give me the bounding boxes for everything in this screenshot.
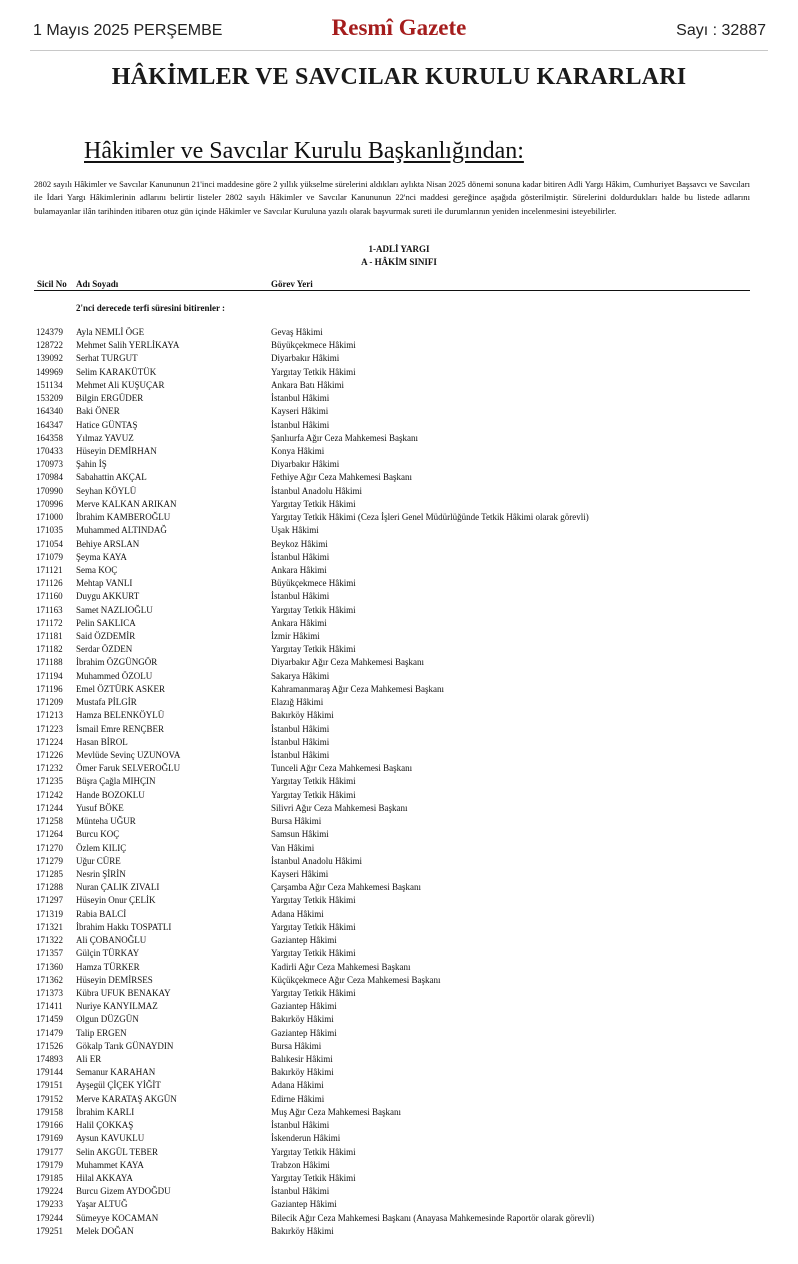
name-cell: Serdar ÖZDEN [76, 644, 133, 655]
name-cell: Hande BOZOKLU [76, 789, 145, 800]
sicil-no-cell: 179224 [36, 1186, 63, 1197]
sicil-no-cell: 124379 [36, 327, 63, 337]
sicil-no-cell: 171279 [36, 855, 63, 866]
sicil-no-cell: 170996 [36, 498, 63, 509]
sicil-no-cell: 170433 [36, 445, 63, 456]
intro-paragraph: 2802 sayılı Hâkimler ve Savcılar Kanununun 21'inci maddesine göre 2 yıllık yükselme sürelerini aldıkları aylıkta Nisan 2025 dönemi sonuna kadar bitiren Adli Yargı Hâkim, Cumhuriyet Başsavcı ve Savcıları ile İdari Yargı Hâkimlerinin adlarını belirtir listeler 2802 sayılı Hâkimler ve Savcılar Kanununun 22'nci maddesi gereğince aşağıda gösterilmiştir. Sürelerini doldurdukları halde bu listede adlarını bulamayanlar ilân tarihinden itibaren otuz gün içinde Hâkimler ve Savcılar Kuruluna yazılı olarak başvurmak sureti ile durumlarının yeniden incelenmesini isteyebilirler. [34, 179, 750, 216]
table-row [0, 420, 798, 433]
name-cell: Ayla NEMLİ ÖGE [76, 327, 145, 337]
sicil-no-cell: 171194 [36, 670, 63, 681]
table-row [0, 829, 798, 842]
name-cell: Melek DOĞAN [76, 1225, 134, 1236]
place-cell: Bakırköy Hâkimi [271, 1014, 334, 1025]
table-row [0, 750, 798, 763]
place-cell: Adana Hâkimi [271, 1080, 324, 1091]
name-cell: Duygu AKKURT [76, 591, 140, 602]
name-cell: Nesrin ŞİRİN [76, 868, 126, 879]
name-cell: Muhammed ALTINDAĞ [76, 525, 167, 536]
name-cell: İbrahim KAMBEROĞLU [76, 512, 171, 523]
table-row [0, 512, 798, 525]
name-cell: Burcu Gizem AYDOĞDU [76, 1186, 171, 1197]
name-cell: Halil ÇOKKAŞ [76, 1120, 134, 1131]
sicil-no-cell: 179177 [36, 1146, 63, 1157]
table-row [0, 605, 798, 618]
gazette-header [30, 14, 768, 51]
sicil-no-cell: 171196 [36, 683, 63, 694]
table-row [0, 353, 798, 366]
place-cell: Çarşamba Ağır Ceza Mahkemesi Başkanı [271, 882, 421, 893]
place-cell: Ankara Hâkimi [271, 617, 327, 628]
sicil-no-cell: 179169 [36, 1133, 63, 1144]
name-cell: Yusuf BÖKE [76, 802, 124, 813]
name-cell: Hüseyin DEMİRHAN [76, 445, 157, 456]
table-row [0, 776, 798, 789]
table-row [0, 539, 798, 552]
place-cell: İstanbul Anadolu Hâkimi [271, 855, 362, 866]
table-row [0, 499, 798, 512]
name-cell: Yılmaz YAVUZ [76, 432, 134, 443]
sicil-no-cell: 171526 [36, 1040, 63, 1051]
place-cell: İstanbul Hâkimi [271, 393, 330, 404]
sicil-no-cell: 179144 [36, 1067, 63, 1078]
table-row [0, 1001, 798, 1014]
table-row [0, 1028, 798, 1041]
place-cell: İstanbul Hâkimi [271, 723, 330, 734]
gazette-title: Resmî Gazete [331, 15, 467, 40]
place-cell: Yargıtay Tetkik Hâkimi [271, 366, 356, 377]
place-cell: Gaziantep Hâkimi [271, 935, 337, 946]
sicil-no-cell: 171182 [36, 644, 63, 655]
place-cell: Yargıtay Tetkik Hâkimi (Ceza İşleri Genel Müdürlüğünde Tetkik Hâkimi olarak görevli) [271, 512, 589, 523]
sicil-no-cell: 171223 [36, 723, 63, 734]
table-row [0, 1213, 798, 1226]
issue-number: Sayı : 32887 [676, 22, 766, 39]
table-body [0, 327, 798, 1239]
place-cell: Yargıtay Tetkik Hâkimi [271, 776, 356, 787]
sicil-no-cell: 179151 [36, 1080, 63, 1091]
name-cell: Said ÖZDEMİR [76, 631, 136, 642]
name-cell: Hamza TÜRKER [76, 961, 140, 972]
table-row [0, 552, 798, 565]
place-cell: Büyükçekmece Hâkimi [271, 578, 356, 589]
table-row [0, 1226, 798, 1239]
sicil-no-cell: 174893 [36, 1054, 63, 1065]
place-cell: İstanbul Hâkimi [271, 736, 330, 747]
place-cell: Van Hâkimi [271, 842, 315, 853]
name-cell: Uğur CÜRE [76, 855, 121, 866]
place-cell: Elazığ Hâkimi [271, 697, 324, 708]
table-row [0, 393, 798, 406]
name-cell: Nuriye KANYILMAZ [76, 1001, 158, 1012]
name-cell: Rabia BALCİ [76, 908, 127, 919]
name-cell: İbrahim KARLI [76, 1106, 135, 1117]
name-cell: Şahin İŞ [76, 459, 107, 470]
sicil-no-cell: 171459 [36, 1014, 63, 1025]
table-row [0, 631, 798, 644]
place-cell: Kahramanmaraş Ağır Ceza Mahkemesi Başkanı [271, 683, 444, 694]
table-row [0, 803, 798, 816]
name-cell: Baki ÖNER [76, 406, 120, 417]
place-cell: İstanbul Hâkimi [271, 419, 330, 430]
table-row [0, 790, 798, 803]
sicil-no-cell: 171258 [36, 816, 63, 827]
sicil-no-cell: 171160 [36, 591, 63, 602]
name-cell: İsmail Emre RENÇBER [76, 723, 164, 734]
sicil-no-cell: 179233 [36, 1199, 63, 1210]
name-cell: Ayşegül ÇİÇEK YİĞİT [76, 1080, 161, 1091]
place-cell: Diyarbakır Hâkimi [271, 353, 340, 364]
place-cell: Uşak Hâkimi [271, 525, 319, 536]
sicil-no-cell: 171209 [36, 697, 63, 708]
table-row [0, 1041, 798, 1054]
table-row [0, 697, 798, 710]
table-row [0, 525, 798, 538]
sicil-no-cell: 171270 [36, 842, 63, 853]
place-cell: Trabzon Hâkimi [271, 1159, 330, 1170]
place-cell: Bilecik Ağır Ceza Mahkemesi Başkanı (Anayasa Mahkemesinde Raportör olarak görevli) [271, 1212, 595, 1223]
table-row [0, 406, 798, 419]
table-row [0, 1107, 798, 1120]
sicil-no-cell: 171054 [36, 538, 63, 549]
place-cell: İstanbul Hâkimi [271, 591, 330, 602]
table-row [0, 895, 798, 908]
name-cell: Gülçin TÜRKAY [76, 948, 140, 959]
column-header-place: Görev Yeri [271, 279, 313, 289]
place-cell: Ankara Hâkimi [271, 564, 327, 575]
place-cell: Bakırköy Hâkimi [271, 710, 334, 721]
place-cell: Balıkesir Hâkimi [271, 1054, 333, 1065]
name-cell: Selin AKGÜL TEBER [76, 1146, 159, 1157]
table-row [0, 882, 798, 895]
name-cell: Mustafa PİLGİR [76, 697, 137, 708]
place-cell: Tunceli Ağır Ceza Mahkemesi Başkanı [271, 763, 413, 774]
column-header-name: Adı Soyadı [76, 279, 119, 289]
name-cell: Özlem KILIÇ [76, 842, 127, 853]
name-cell: Semanur KARAHAN [76, 1067, 156, 1078]
section-title: 1-ADLİ YARGI [368, 244, 430, 254]
name-cell: Muhammed ÖZOLU [76, 670, 153, 681]
place-cell: Kadirli Ağır Ceza Mahkemesi Başkanı [271, 961, 411, 972]
table-row [0, 671, 798, 684]
name-cell: Sabahattin AKÇAL [76, 472, 147, 483]
sicil-no-cell: 171288 [36, 882, 63, 893]
place-cell: Bakırköy Hâkimi [271, 1067, 334, 1078]
name-cell: Selim KARAKÜTÜK [76, 366, 157, 377]
sicil-no-cell: 164340 [36, 406, 63, 417]
table-row [0, 578, 798, 591]
sicil-no-cell: 171232 [36, 763, 63, 774]
sicil-no-cell: 171360 [36, 961, 63, 972]
sicil-no-cell: 153209 [36, 393, 63, 404]
table-row [0, 446, 798, 459]
name-cell: Şeyma KAYA [76, 551, 127, 562]
place-cell: Yargıtay Tetkik Hâkimi [271, 1146, 356, 1157]
table-row [0, 1186, 798, 1199]
table-row [0, 327, 798, 340]
name-cell: Hüseyin Onur ÇELİK [76, 895, 156, 906]
place-cell: Gaziantep Hâkimi [271, 1027, 337, 1038]
place-cell: Yargıtay Tetkik Hâkimi [271, 1173, 356, 1183]
place-cell: Yargıtay Tetkik Hâkimi [271, 921, 356, 932]
name-cell: Gökalp Tarık GÜNAYDIN [76, 1040, 174, 1051]
name-cell: Hamza BELENKÖYLÜ [76, 710, 165, 721]
place-cell: İskenderun Hâkimi [271, 1133, 341, 1144]
name-cell: Hatice GÜNTAŞ [76, 419, 138, 430]
table-row [0, 975, 798, 988]
place-cell: Ankara Batı Hâkimi [271, 379, 344, 390]
place-cell: Edirne Hâkimi [271, 1093, 325, 1104]
name-cell: Ali ER [76, 1054, 102, 1065]
sicil-no-cell: 171362 [36, 974, 63, 985]
table-row [0, 367, 798, 380]
sicil-no-cell: 171079 [36, 551, 63, 562]
group-label: 2'nci derecede terfi süresini bitirenler : [76, 303, 226, 313]
name-cell: Mehtap VANLI [76, 578, 133, 589]
sicil-no-cell: 171121 [36, 564, 63, 575]
table-row [0, 1160, 798, 1173]
sicil-no-cell: 171213 [36, 710, 63, 721]
name-cell: Münteha UĞUR [76, 816, 136, 827]
sicil-no-cell: 151134 [36, 379, 63, 390]
table-row [0, 486, 798, 499]
table-row [0, 1133, 798, 1146]
sicil-no-cell: 171373 [36, 987, 63, 998]
place-cell: Samsun Hâkimi [271, 829, 329, 840]
sicil-no-cell: 170990 [36, 485, 63, 496]
place-cell: Yargıtay Tetkik Hâkimi [271, 987, 356, 998]
sicil-no-cell: 149969 [36, 366, 63, 377]
sicil-no-cell: 164347 [36, 419, 63, 430]
name-cell: Ömer Faruk SELVEROĞLU [76, 763, 181, 774]
table-row [0, 472, 798, 485]
place-cell: Yargıtay Tetkik Hâkimi [271, 948, 356, 959]
name-cell: Yaşar ALTUĞ [76, 1199, 128, 1210]
sicil-no-cell: 171224 [36, 736, 63, 747]
table-row [0, 433, 798, 446]
place-cell: Konya Hâkimi [271, 445, 325, 456]
sicil-no-cell: 171322 [36, 935, 63, 946]
sicil-no-cell: 164358 [36, 432, 63, 443]
sicil-no-cell: 171226 [36, 750, 63, 760]
sicil-no-cell: 171172 [36, 617, 63, 628]
place-cell: İstanbul Hâkimi [271, 750, 330, 760]
table-row [0, 1147, 798, 1160]
name-cell: Sümeyye KOCAMAN [76, 1212, 159, 1223]
place-cell: Bakırköy Hâkimi [271, 1225, 334, 1236]
table-header [34, 279, 750, 291]
sicil-no-cell: 171479 [36, 1027, 63, 1038]
place-cell: İstanbul Hâkimi [271, 1186, 330, 1197]
table-row [0, 1199, 798, 1212]
table-row [0, 1173, 798, 1186]
name-cell: Hüseyin DEMİRSES [76, 974, 153, 985]
sicil-no-cell: 171163 [36, 604, 63, 615]
name-cell: Olgun DÜZGÜN [76, 1014, 139, 1025]
sicil-no-cell: 128722 [36, 340, 63, 351]
sicil-no-cell: 171244 [36, 802, 63, 813]
table-row [0, 1094, 798, 1107]
sicil-no-cell: 179251 [36, 1225, 63, 1236]
place-cell: İzmir Hâkimi [271, 631, 320, 642]
column-header-sicil-no: Sicil No [37, 279, 67, 289]
table-row [0, 1067, 798, 1080]
sicil-no-cell: 170973 [36, 459, 63, 470]
place-cell: Bursa Hâkimi [271, 1040, 322, 1051]
name-cell: Burcu KOÇ [76, 829, 120, 840]
place-cell: Gevaş Hâkimi [271, 327, 323, 337]
authority-title: Hâkimler ve Savcılar Kurulu Başkanlığından: [84, 138, 524, 164]
sicil-no-cell: 171235 [36, 776, 63, 787]
place-cell: Kayseri Hâkimi [271, 406, 329, 417]
table-row [0, 935, 798, 948]
sicil-no-cell: 139092 [36, 353, 63, 364]
table-row [0, 565, 798, 578]
name-cell: Pelin SAKLICA [76, 617, 136, 628]
name-cell: Behiye ARSLAN [76, 538, 140, 549]
place-cell: Gaziantep Hâkimi [271, 1199, 337, 1210]
table-row [0, 856, 798, 869]
name-cell: Mehmet Ali KUŞUÇAR [76, 379, 165, 390]
name-cell: Nuran ÇALIK ZIVALI [76, 882, 160, 893]
table-row [0, 843, 798, 856]
name-cell: Mevlüde Sevinç UZUNOVA [76, 750, 181, 760]
place-cell: Fethiye Ağır Ceza Mahkemesi Başkanı [271, 472, 412, 483]
table-row [0, 948, 798, 961]
name-cell: İbrahim Hakkı TOSPATLI [76, 921, 172, 932]
name-cell: Hasan BİROL [76, 736, 128, 747]
name-cell: Kübra UFUK BENAKAY [76, 987, 171, 998]
place-cell: Yargıtay Tetkik Hâkimi [271, 604, 356, 615]
sicil-no-cell: 171319 [36, 908, 63, 919]
name-cell: Merve KARATAŞ AKGÜN [76, 1093, 177, 1104]
table-row [0, 591, 798, 604]
sicil-no-cell: 171297 [36, 895, 63, 906]
table-row [0, 816, 798, 829]
table-row [0, 922, 798, 935]
table-row [0, 684, 798, 697]
name-cell: Emel ÖZTÜRK ASKER [76, 683, 165, 694]
place-cell: İstanbul Hâkimi [271, 551, 330, 562]
sicil-no-cell: 179244 [36, 1212, 63, 1223]
table-row [0, 459, 798, 472]
name-cell: Aysun KAVUKLU [76, 1133, 145, 1144]
table-row [0, 618, 798, 631]
table-row [0, 724, 798, 737]
sicil-no-cell: 171181 [36, 631, 63, 642]
place-cell: Silivri Ağır Ceza Mahkemesi Başkanı [271, 802, 408, 813]
sicil-no-cell: 170984 [36, 472, 63, 483]
sicil-no-cell: 171000 [36, 512, 63, 523]
table-row [0, 1080, 798, 1093]
place-cell: Muş Ağır Ceza Mahkemesi Başkanı [271, 1106, 401, 1117]
sicil-no-cell: 171285 [36, 868, 63, 879]
name-cell: Ali ÇOBANOĞLU [76, 935, 147, 946]
sicil-no-cell: 171264 [36, 829, 63, 840]
place-cell: Gaziantep Hâkimi [271, 1001, 337, 1012]
place-cell: Sakarya Hâkimi [271, 670, 330, 681]
table-row [0, 380, 798, 393]
name-cell: İbrahim ÖZGÜNGÖR [76, 657, 158, 668]
name-cell: Muhammet KAYA [76, 1159, 144, 1170]
table-row [0, 1054, 798, 1067]
sicil-no-cell: 171035 [36, 525, 63, 536]
sicil-no-cell: 171126 [36, 578, 63, 589]
place-cell: Yargıtay Tetkik Hâkimi [271, 644, 356, 655]
place-cell: Yargıtay Tetkik Hâkimi [271, 789, 356, 800]
table-row [0, 763, 798, 776]
table-row [0, 657, 798, 670]
sicil-no-cell: 171188 [36, 657, 63, 668]
sicil-no-cell: 179166 [36, 1120, 63, 1131]
table-row [0, 988, 798, 1001]
name-cell: Samet NAZLIOĞLU [76, 604, 153, 615]
name-cell: Mehmet Salih YERLİKAYA [76, 340, 180, 351]
table-row [0, 1120, 798, 1133]
place-cell: Beykoz Hâkimi [271, 538, 328, 549]
table-row [0, 962, 798, 975]
place-cell: Küçükçekmece Ağır Ceza Mahkemesi Başkanı [271, 974, 441, 985]
issue-date: 1 Mayıs 2025 PERŞEMBE [33, 22, 223, 39]
name-cell: Bilgin ERGÜDER [76, 393, 144, 404]
name-cell: Talip ERGEN [76, 1027, 127, 1038]
sicil-no-cell: 179158 [36, 1106, 63, 1117]
place-cell: Diyarbakır Hâkimi [271, 459, 340, 470]
table-row [0, 869, 798, 882]
place-cell: İstanbul Hâkimi [271, 1120, 330, 1131]
sicil-no-cell: 179179 [36, 1159, 63, 1170]
name-cell: Hilal AKKAYA [76, 1173, 133, 1183]
table-row [0, 710, 798, 723]
name-cell: Serhat TURGUT [76, 353, 138, 364]
table-row [0, 644, 798, 657]
name-cell: Seyhan KÖYLÜ [76, 485, 137, 496]
place-cell: Bursa Hâkimi [271, 816, 322, 827]
place-cell: İstanbul Anadolu Hâkimi [271, 485, 362, 496]
place-cell: Yargıtay Tetkik Hâkimi [271, 895, 356, 906]
table-row [0, 340, 798, 353]
table-row [0, 737, 798, 750]
name-cell: Büşra Çağla MIHÇIN [76, 776, 156, 787]
place-cell: Şanlıurfa Ağır Ceza Mahkemesi Başkanı [271, 432, 418, 443]
section-subtitle: A - HÂKİM SINIFI [361, 257, 437, 267]
page-title: HÂKİMLER VE SAVCILAR KURULU KARARLARI [111, 64, 687, 90]
place-cell: Büyükçekmece Hâkimi [271, 340, 356, 351]
name-cell: Merve KALKAN ARIKAN [76, 498, 177, 509]
table-row [0, 909, 798, 922]
sicil-no-cell: 171357 [36, 948, 63, 959]
sicil-no-cell: 171321 [36, 921, 63, 932]
name-cell: Sema KOÇ [76, 564, 118, 575]
place-cell: Kayseri Hâkimi [271, 868, 329, 879]
place-cell: Adana Hâkimi [271, 908, 324, 919]
sicil-no-cell: 171242 [36, 789, 63, 800]
sicil-no-cell: 179152 [36, 1093, 63, 1104]
table-row [0, 1014, 798, 1027]
place-cell: Yargıtay Tetkik Hâkimi [271, 498, 356, 509]
sicil-no-cell: 171411 [36, 1001, 63, 1012]
sicil-no-cell: 179185 [36, 1173, 63, 1183]
place-cell: Diyarbakır Ağır Ceza Mahkemesi Başkanı [271, 657, 424, 668]
